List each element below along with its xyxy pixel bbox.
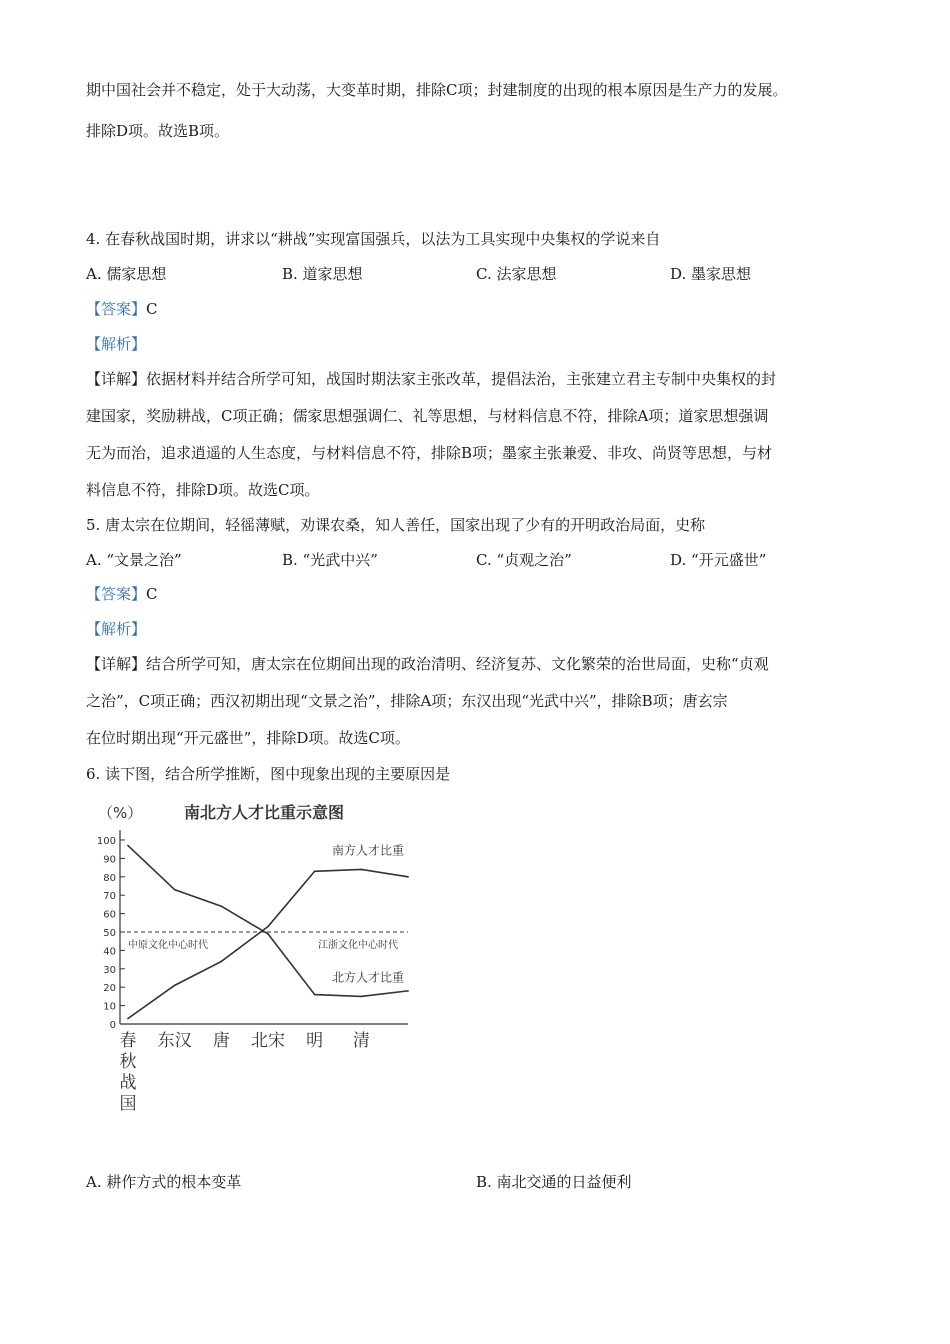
annotation-right: 江浙文化中心时代 bbox=[318, 940, 398, 951]
series-label-south: 南方人才比重 bbox=[331, 843, 405, 858]
q5-analysis-tag bbox=[86, 619, 146, 639]
q3-text-line-2: 排除D项。故选B项。 bbox=[86, 122, 230, 140]
x-tick-label: 国 bbox=[119, 1094, 137, 1114]
data-point bbox=[174, 889, 176, 891]
q4-detail-line-4: 料信息不符，排除D项。故选C项。 bbox=[86, 481, 320, 499]
analysis-tag: 【解析】 bbox=[86, 620, 147, 638]
y-tick-label: 80 bbox=[103, 872, 116, 884]
q6-option-a: A. 耕作方式的根本变革 bbox=[86, 1173, 242, 1191]
data-point bbox=[220, 905, 222, 907]
x-tick-label: 秋 bbox=[119, 1052, 137, 1072]
y-tick-label: 10 bbox=[103, 1001, 116, 1013]
data-point bbox=[314, 870, 316, 872]
q5-option-a: A. “文景之治” bbox=[86, 551, 182, 569]
data-point bbox=[314, 994, 316, 996]
q4-detail-line-2: 建国家，奖励耕战，C项正确；儒家思想强调仁、礼等思想，与材料信息不符，排除A项；道家思想强调 bbox=[86, 407, 769, 425]
q4-option-c: C. 法家思想 bbox=[476, 265, 557, 283]
q5-answer-line bbox=[86, 584, 158, 604]
x-tick-label: 唐 bbox=[212, 1031, 230, 1051]
y-tick-label: 70 bbox=[103, 891, 116, 903]
q4-option-a: A. 儒家思想 bbox=[86, 265, 167, 283]
y-tick-label: 30 bbox=[103, 964, 116, 976]
data-point bbox=[407, 876, 409, 878]
data-point bbox=[220, 961, 222, 963]
annotation-left: 中原文化中心时代 bbox=[128, 940, 208, 951]
q6-stem: 6. 读下图，结合所学推断，图中现象出现的主要原因是 bbox=[86, 765, 451, 783]
detail-tag: 【详解】 bbox=[86, 655, 147, 673]
analysis-tag: 【解析】 bbox=[86, 335, 147, 353]
x-tick-label: 战 bbox=[119, 1073, 137, 1093]
x-tick-label: 北宋 bbox=[251, 1031, 285, 1051]
data-point bbox=[127, 1018, 129, 1020]
x-tick-label: 明 bbox=[306, 1031, 324, 1051]
y-tick-label: 0 bbox=[109, 1020, 116, 1031]
q4-detail-line-1 bbox=[86, 369, 776, 389]
data-point bbox=[127, 845, 129, 847]
x-tick-label: 清 bbox=[352, 1031, 370, 1051]
x-tick-label: 东汉 bbox=[157, 1031, 192, 1051]
y-tick-label: 20 bbox=[103, 983, 116, 995]
q5-option-d: D. “开元盛世” bbox=[670, 551, 767, 569]
detail-text: 结合所学可知，唐太宗在位期间出现的政治清明、经济复苏、文化繁荣的治世局面，史称“贞观 bbox=[146, 655, 769, 673]
q5-detail-line-3: 在位时期出现“开元盛世”，排除D项。故选C项。 bbox=[86, 729, 410, 747]
q3-text-line-1: 期中国社会并不稳定，处于大动荡，大变革时期，排除C项；封建制度的出现的根本原因是生产力的发展。 bbox=[86, 81, 788, 99]
answer-value: C bbox=[146, 585, 158, 603]
q6-option-b: B. 南北交通的日益便利 bbox=[476, 1173, 632, 1191]
data-point bbox=[360, 996, 362, 998]
q5-option-c: C. “贞观之治” bbox=[476, 551, 572, 569]
answer-value: C bbox=[146, 300, 158, 318]
q4-option-b: B. 道家思想 bbox=[282, 265, 363, 283]
chart-unit-label: （%） bbox=[98, 804, 143, 822]
data-point bbox=[174, 984, 176, 986]
q4-analysis-tag bbox=[86, 334, 146, 354]
data-point bbox=[267, 926, 269, 928]
talent-ratio-chart bbox=[86, 796, 426, 1116]
detail-tag: 【详解】 bbox=[86, 370, 147, 388]
chart-title: 南北方人才比重示意图 bbox=[184, 803, 345, 822]
y-tick-label: 40 bbox=[103, 946, 116, 958]
y-tick-label: 100 bbox=[96, 836, 116, 847]
x-tick-label: 春 bbox=[119, 1031, 137, 1051]
q5-detail-line-1 bbox=[86, 654, 769, 674]
detail-text: 依据材料并结合所学可知，战国时期法家主张改革，提倡法治，主张建立君主专制中央集权的封 bbox=[146, 370, 777, 388]
y-tick-label: 50 bbox=[103, 928, 116, 939]
data-point bbox=[267, 933, 269, 935]
y-tick-label: 90 bbox=[103, 854, 116, 866]
q5-detail-line-2: 之治”，C项正确；西汉初期出现“文景之治”，排除A项；东汉出现“光武中兴”，排除B项；唐玄宗 bbox=[86, 692, 728, 710]
data-point bbox=[407, 990, 409, 992]
q5-stem: 5. 唐太宗在位期间，轻徭薄赋，劝课农桑，知人善任，国家出现了少有的开明政治局面，史称 bbox=[86, 516, 706, 534]
answer-tag: 【答案】 bbox=[86, 300, 147, 318]
answer-tag: 【答案】 bbox=[86, 585, 147, 603]
series-label-north: 北方人才比重 bbox=[331, 970, 405, 985]
y-tick-label: 60 bbox=[103, 909, 116, 921]
data-point bbox=[360, 869, 362, 871]
q5-option-b: B. “光武中兴” bbox=[282, 551, 378, 569]
q4-stem: 4. 在春秋战国时期，讲求以“耕战”实现富国强兵，以法为工具实现中央集权的学说来自 bbox=[86, 230, 661, 248]
q4-option-d: D. 墨家思想 bbox=[670, 265, 752, 283]
q4-answer-line bbox=[86, 299, 158, 319]
q4-detail-line-3: 无为而治，追求逍遥的人生态度，与材料信息不符，排除B项；墨家主张兼爱、非攻、尚贤等思想，与材 bbox=[86, 444, 773, 462]
